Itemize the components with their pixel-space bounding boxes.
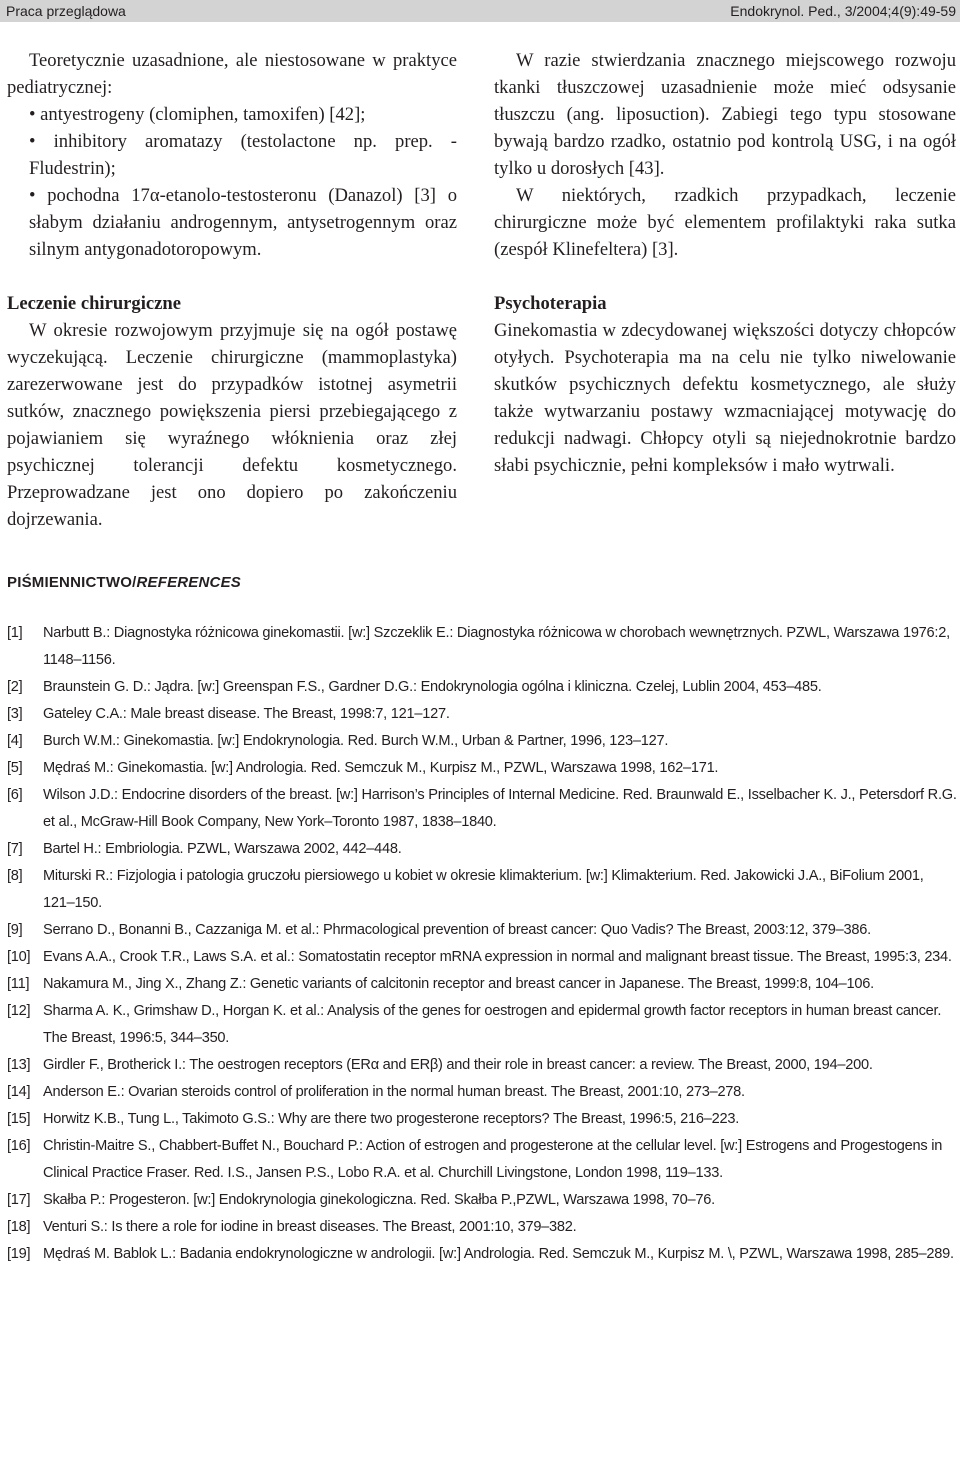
reference-number: [2] — [7, 679, 23, 695]
surgery-paragraph: W okresie rozwojowym przyjmuje się na ogół postawę wyczekującą. Leczenie chirurgiczne (mammoplastyka) zarezerwowane jest do przypadków istotnej asymetrii sutków, znacznego powiększenia piersi przebiegającego z pojawianiem się wyraźnego włóknienia oraz złej psychicznej tolerancji defektu kosmetycznego. Przeprowadzane jest ono dopiero po zakończeniu dojrzewania. — [7, 320, 457, 530]
reference-item — [7, 674, 957, 701]
reference-item — [7, 1241, 957, 1268]
bullet-item: • pochodna 17α-etanolo-testosteronu (Danazol) [3] o słabym działaniu androgennym, antysetrogennym oraz silnym antygonadotoropowym. — [29, 185, 457, 260]
reference-text: Mędraś M. Bablok L.: Badania endokrynologiczne w andrologii. [w:] Andrologia. Red. Semczuk M., Kurpisz M. \, PZWL, Warszawa 1998, 285–289. — [43, 1246, 954, 1262]
reference-number: [17] — [7, 1192, 31, 1208]
reference-number: [19] — [7, 1246, 31, 1262]
reference-item — [7, 1079, 957, 1106]
reference-item — [7, 917, 957, 944]
reference-text: Skałba P.: Progesteron. [w:] Endokrynologia ginekologiczna. Red. Skałba P.,PZWL, Warszawa 1998, 70–76. — [43, 1192, 715, 1208]
reference-number: [6] — [7, 787, 23, 803]
intro-paragraph: Teoretycznie uzasadnione, ale niestosowane w praktyce pediatrycznej: — [7, 50, 457, 98]
reference-number: [16] — [7, 1138, 31, 1154]
reference-item — [7, 1187, 957, 1214]
reference-item — [7, 782, 957, 836]
reference-number: [3] — [7, 706, 23, 722]
reference-number: [15] — [7, 1111, 31, 1127]
references-heading-italic: REFERENCES — [136, 574, 241, 591]
reference-item — [7, 1214, 957, 1241]
reference-item — [7, 836, 957, 863]
reference-text: Sharma A. K., Grimshaw D., Horgan K. et al.: Analysis of the genes for oestrogen and epidermal growth factor receptors in human breast cancer. The Breast, 1996:5, 344–350. — [43, 1003, 942, 1046]
reference-text: Gateley C.A.: Male breast disease. The Breast, 1998:7, 121–127. — [43, 706, 450, 722]
reference-text: Burch W.M.: Ginekomastia. [w:] Endokrynologia. Red. Burch W.M., Urban & Partner, 1996, 123–127. — [43, 733, 669, 749]
references-list — [7, 620, 957, 1268]
reference-text: Christin-Maitre S., Chabbert-Buffet N., Bouchard P.: Action of estrogen and progesterone at the cellular level. [w:] Estrogens and Progestogens in Clinical Practice Fraser. Red. I.S., Jansen P.S., Lobo R.A. et al. Churchill Livingstone, London 1998, 119–133. — [43, 1138, 943, 1181]
reference-item — [7, 944, 957, 971]
reference-item — [7, 1052, 957, 1079]
reference-number: [9] — [7, 922, 23, 938]
reference-item — [7, 998, 957, 1052]
reference-item — [7, 755, 957, 782]
reference-text: Venturi S.: Is there a role for iodine in breast diseases. The Breast, 2001:10, 379–382. — [43, 1219, 577, 1235]
reference-text: Narbutt B.: Diagnostyka różnicowa ginekomastii. [w:] Szczeklik E.: Diagnostyka różnicowa w chorobach wewnętrznych. PZWL, Warszawa 1976:2, 1148–1156. — [43, 625, 950, 668]
reference-text: Horwitz K.B., Tung L., Takimoto G.S.: Why are there two progesterone receptors? The Breast, 1996:5, 216–223. — [43, 1111, 740, 1127]
liposuction-paragraph: W razie stwierdzania znacznego miejscowego rozwoju tkanki tłuszczowej uzasadnienie może mieć odsysanie tłuszczu (ang. liposuction). Zabiegi tego typu stosowane bywają bardzo rzadko, ostatnio pod kontrolą USG, i na ogół tylko u dorosłych [43]. — [494, 50, 956, 179]
klinefelter-paragraph: W niektórych, rzadkich przypadkach, leczenie chirurgiczne może być elementem profilaktyki raka sutka (zespół Klinefeltera) [3]. — [494, 185, 956, 260]
reference-item — [7, 1106, 957, 1133]
reference-item — [7, 728, 957, 755]
bullet-item: • antyestrogeny (clomiphen, tamoxifen) [42]; — [29, 104, 366, 125]
reference-number: [8] — [7, 868, 23, 884]
references-heading — [7, 574, 241, 591]
reference-item — [7, 971, 957, 998]
journal-citation: Endokrynol. Ped., 3/2004;4(9):49-59 — [730, 3, 956, 19]
reference-item — [7, 620, 957, 674]
bullet-item: • inhibitory aromatazy (testolactone np. prep. -Fludestrin); — [29, 131, 457, 179]
reference-item — [7, 863, 957, 917]
reference-number: [1] — [7, 625, 23, 641]
page-header — [0, 0, 960, 22]
reference-text: Wilson J.D.: Endocrine disorders of the breast. [w:] Harrison’s Principles of Internal Medicine. Red. Braunwald E., Isselbacher K. J., Petersdorf R.G. et al., McGraw-Hill Book Company, New York–Toronto 1987, 1838–1840. — [43, 787, 957, 830]
reference-number: [10] — [7, 949, 31, 965]
reference-text: Serrano D., Bonanni B., Cazzaniga M. et al.: Phrmacological prevention of breast cancer: Quo Vadis? The Breast, 2003:12, 379–386. — [43, 922, 871, 938]
article-type: Praca przeglądowa — [6, 3, 126, 19]
reference-number: [13] — [7, 1057, 31, 1073]
reference-text: Mędraś M.: Ginekomastia. [w:] Andrologia. Red. Semczuk M., Kurpisz M., PZWL, Warszawa 1998, 162–171. — [43, 760, 719, 776]
section-heading-surgery: Leczenie chirurgiczne — [7, 293, 181, 314]
reference-text: Braunstein G. D.: Jądra. [w:] Greenspan F.S., Gardner D.G.: Endokrynologia ogólna i kliniczna. Czelej, Lublin 2004, 453–485. — [43, 679, 822, 695]
reference-number: [7] — [7, 841, 23, 857]
reference-text: Evans A.A., Crook T.R., Laws S.A. et al.: Somatostatin receptor mRNA expression in normal and malignant breast tissue. The Breast, 1995:3, 234. — [43, 949, 952, 965]
reference-number: [5] — [7, 760, 23, 776]
reference-item — [7, 1133, 957, 1187]
reference-text: Nakamura M., Jing X., Zhang Z.: Genetic variants of calcitonin receptor and breast cancer in Japanese. The Breast, 1999:8, 104–106. — [43, 976, 874, 992]
reference-item — [7, 701, 957, 728]
left-column — [7, 47, 457, 533]
section-heading-psychotherapy: Psychoterapia — [494, 293, 607, 314]
reference-text: Miturski R.: Fizjologia i patologia gruczołu piersiowego u kobiet w okresie klimakterium. [w:] Klimakterium. Red. Jakowicki J.A., BiFolium 2001, 121–150. — [43, 868, 924, 911]
reference-text: Bartel H.: Embriologia. PZWL, Warszawa 2002, 442–448. — [43, 841, 402, 857]
reference-number: [11] — [7, 976, 30, 992]
references-heading-main: PIŚMIENNICTWO/ — [7, 574, 137, 591]
psychotherapy-paragraph: Ginekomastia w zdecydowanej większości dotyczy chłopców otyłych. Psychoterapia ma na celu nie tylko niwelowanie skutków psychicznych defektu kosmetycznego, ale służy także wytwarzaniu postawy wzmacniającej motywację do redukcji nadwagi. Chłopcy otyli są niejednokrotnie bardzo słabi psychicznie, pełni kompleksów i mało wytrwali. — [494, 320, 956, 476]
reference-number: [12] — [7, 1003, 31, 1019]
reference-number: [14] — [7, 1084, 31, 1100]
reference-number: [4] — [7, 733, 23, 749]
reference-text: Anderson E.: Ovarian steroids control of proliferation in the normal human breast. The Breast, 2001:10, 273–278. — [43, 1084, 745, 1100]
right-column — [494, 47, 956, 479]
reference-text: Girdler F., Brotherick I.: The oestrogen receptors (ERα and ERβ) and their role in breast cancer: a review. The Breast, 2000, 194–200. — [43, 1057, 873, 1073]
reference-number: [18] — [7, 1219, 31, 1235]
